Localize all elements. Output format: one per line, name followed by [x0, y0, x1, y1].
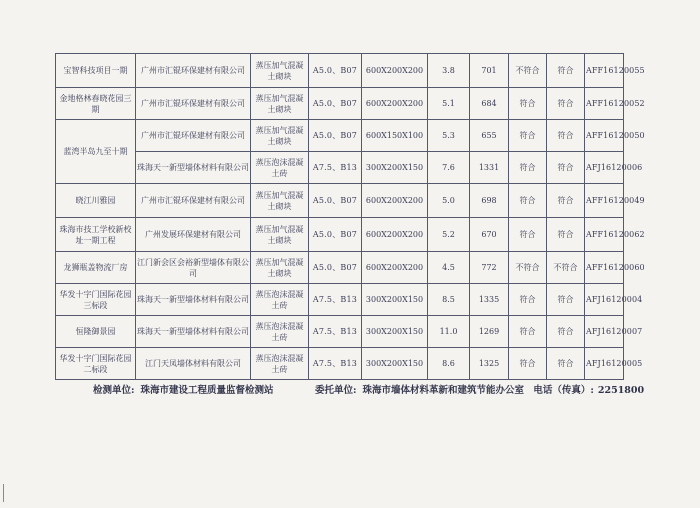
- product-cell: 蒸压加气混凝土砌块: [251, 218, 309, 252]
- result2-cell: 符合: [547, 54, 585, 88]
- testing-unit-name: 珠海市建设工程质量监督检测站: [140, 385, 274, 396]
- value2-cell: 1335: [470, 284, 509, 316]
- table-row: [56, 120, 624, 152]
- size-cell: 600X200X200: [362, 218, 428, 252]
- value1-cell: 8.6: [428, 348, 470, 380]
- table-row: [56, 54, 624, 88]
- code-cell: AFJ16120005: [585, 348, 624, 380]
- result1-cell: 符合: [509, 120, 547, 152]
- table-row: [56, 348, 624, 380]
- grade-cell: A5.0、B07: [309, 218, 362, 252]
- result2-cell: 符合: [547, 348, 585, 380]
- manufacturer-cell: 珠海天一新型墙体材料有限公司: [136, 284, 251, 316]
- manufacturer-cell: 广州市汇锟环保建材有限公司: [136, 184, 251, 218]
- result2-cell: 符合: [547, 316, 585, 348]
- size-cell: 300X200X150: [362, 348, 428, 380]
- table-row: [56, 184, 624, 218]
- test-results-table: [55, 53, 645, 380]
- grade-cell: A7.5、B13: [309, 152, 362, 184]
- value1-cell: 5.1: [428, 88, 470, 120]
- size-cell: 600X200X200: [362, 184, 428, 218]
- value2-cell: 701: [470, 54, 509, 88]
- value1-cell: 8.5: [428, 284, 470, 316]
- phone-label: 电话（传真）:: [533, 385, 594, 396]
- value1-cell: 5.0: [428, 184, 470, 218]
- product-cell: 蒸压加气混凝土砌块: [251, 184, 309, 218]
- value1-cell: 7.6: [428, 152, 470, 184]
- phone-number: 2251800: [597, 385, 645, 396]
- value1-cell: 5.3: [428, 120, 470, 152]
- result1-cell: 符合: [509, 152, 547, 184]
- result1-cell: 不符合: [509, 252, 547, 284]
- manufacturer-cell: 珠海天一新型墙体材料有限公司: [136, 316, 251, 348]
- value2-cell: 684: [470, 88, 509, 120]
- code-cell: AFJ16120007: [585, 316, 624, 348]
- table-row: [56, 152, 624, 184]
- project-cell: 华发十字门国际花园三标段: [56, 284, 136, 316]
- result1-cell: 符合: [509, 218, 547, 252]
- code-cell: AFF16120062: [585, 218, 624, 252]
- grade-cell: A7.5、B13: [309, 316, 362, 348]
- table-row: [56, 284, 624, 316]
- value2-cell: 698: [470, 184, 509, 218]
- value1-cell: 5.2: [428, 218, 470, 252]
- code-cell: AFF16120052: [585, 88, 624, 120]
- product-cell: 蒸压加气混凝土砌块: [251, 88, 309, 120]
- grade-cell: A5.0、B07: [309, 120, 362, 152]
- project-cell: 蓝湾半岛九至十期: [56, 120, 136, 184]
- grade-cell: A7.5、B13: [309, 284, 362, 316]
- product-cell: 蒸压泡沫混凝土砖: [251, 152, 309, 184]
- code-cell: AFF16120055: [585, 54, 624, 88]
- value2-cell: 1331: [470, 152, 509, 184]
- size-cell: 300X200X150: [362, 152, 428, 184]
- size-cell: 300X200X150: [362, 316, 428, 348]
- size-cell: 600X200X200: [362, 54, 428, 88]
- result2-cell: 符合: [547, 120, 585, 152]
- table-row: [56, 88, 624, 120]
- code-cell: AFF16120049: [585, 184, 624, 218]
- product-cell: 蒸压泡沫混凝土砖: [251, 284, 309, 316]
- result1-cell: 不符合: [509, 54, 547, 88]
- value2-cell: 772: [470, 252, 509, 284]
- size-cell: 600X200X200: [362, 88, 428, 120]
- project-cell: 恒隆御景园: [56, 316, 136, 348]
- client-unit-name: 珠海市墙体材料革新和建筑节能办公室: [362, 385, 525, 396]
- manufacturer-cell: 广州市汇锟环保建材有限公司: [136, 88, 251, 120]
- client-unit-line: [315, 382, 644, 396]
- result2-cell: 符合: [547, 284, 585, 316]
- manufacturer-cell: 江门天凤墙体材料有限公司: [136, 348, 251, 380]
- value2-cell: 655: [470, 120, 509, 152]
- project-cell: 金地格林春晓花园三期: [56, 88, 136, 120]
- product-cell: 蒸压加气混凝土砌块: [251, 252, 309, 284]
- result1-cell: 符合: [509, 316, 547, 348]
- testing-unit-label: 检测单位:: [93, 385, 135, 396]
- product-cell: 蒸压泡沫混凝土砖: [251, 316, 309, 348]
- result2-cell: 符合: [547, 152, 585, 184]
- table-row: [56, 218, 624, 252]
- manufacturer-cell: 珠海天一新型墙体材料有限公司: [136, 152, 251, 184]
- code-cell: AFJ16120006: [585, 152, 624, 184]
- manufacturer-cell: 广州发展环保建材有限公司: [136, 218, 251, 252]
- grade-cell: A7.5、B13: [309, 348, 362, 380]
- code-cell: AFF16120050: [585, 120, 624, 152]
- result1-cell: 符合: [509, 88, 547, 120]
- size-cell: 600X200X200: [362, 252, 428, 284]
- value2-cell: 670: [470, 218, 509, 252]
- result1-cell: 符合: [509, 284, 547, 316]
- product-cell: 蒸压加气混凝土砌块: [251, 54, 309, 88]
- value2-cell: 1325: [470, 348, 509, 380]
- project-cell: 珠海市技工学校新校址一期工程: [56, 218, 136, 252]
- value2-cell: 1269: [470, 316, 509, 348]
- project-cell: 晓江川雅园: [56, 184, 136, 218]
- value1-cell: 11.0: [428, 316, 470, 348]
- testing-unit-line: [93, 382, 274, 396]
- product-cell: 蒸压泡沫混凝土砖: [251, 348, 309, 380]
- grade-cell: A5.0、B07: [309, 184, 362, 218]
- result2-cell: 不符合: [547, 252, 585, 284]
- grade-cell: A5.0、B07: [309, 252, 362, 284]
- manufacturer-cell: 广州市汇锟环保建材有限公司: [136, 120, 251, 152]
- table-row: [56, 252, 624, 284]
- result2-cell: 符合: [547, 184, 585, 218]
- project-cell: 龙狮瓶盖物流厂房: [56, 252, 136, 284]
- grade-cell: A5.0、B07: [309, 88, 362, 120]
- value1-cell: 3.8: [428, 54, 470, 88]
- manufacturer-cell: 江门新会区会裕新型墙体有限公司: [136, 252, 251, 284]
- size-cell: 300X200X150: [362, 284, 428, 316]
- project-cell: 宝智科技项目一期: [56, 54, 136, 88]
- product-cell: 蒸压加气混凝土砌块: [251, 120, 309, 152]
- code-cell: AFF16120060: [585, 252, 624, 284]
- grade-cell: A5.0、B07: [309, 54, 362, 88]
- result1-cell: 符合: [509, 184, 547, 218]
- project-cell: 华发十字门国际花园二标段: [56, 348, 136, 380]
- table-row: [56, 316, 624, 348]
- result2-cell: 符合: [547, 218, 585, 252]
- result2-cell: 符合: [547, 88, 585, 120]
- code-cell: AFJ16120004: [585, 284, 624, 316]
- client-unit-label: 委托单位:: [315, 385, 357, 396]
- result1-cell: 符合: [509, 348, 547, 380]
- manufacturer-cell: 广州市汇锟环保建材有限公司: [136, 54, 251, 88]
- size-cell: 600X150X100: [362, 120, 428, 152]
- scan-edge-mark: [3, 484, 4, 502]
- value1-cell: 4.5: [428, 252, 470, 284]
